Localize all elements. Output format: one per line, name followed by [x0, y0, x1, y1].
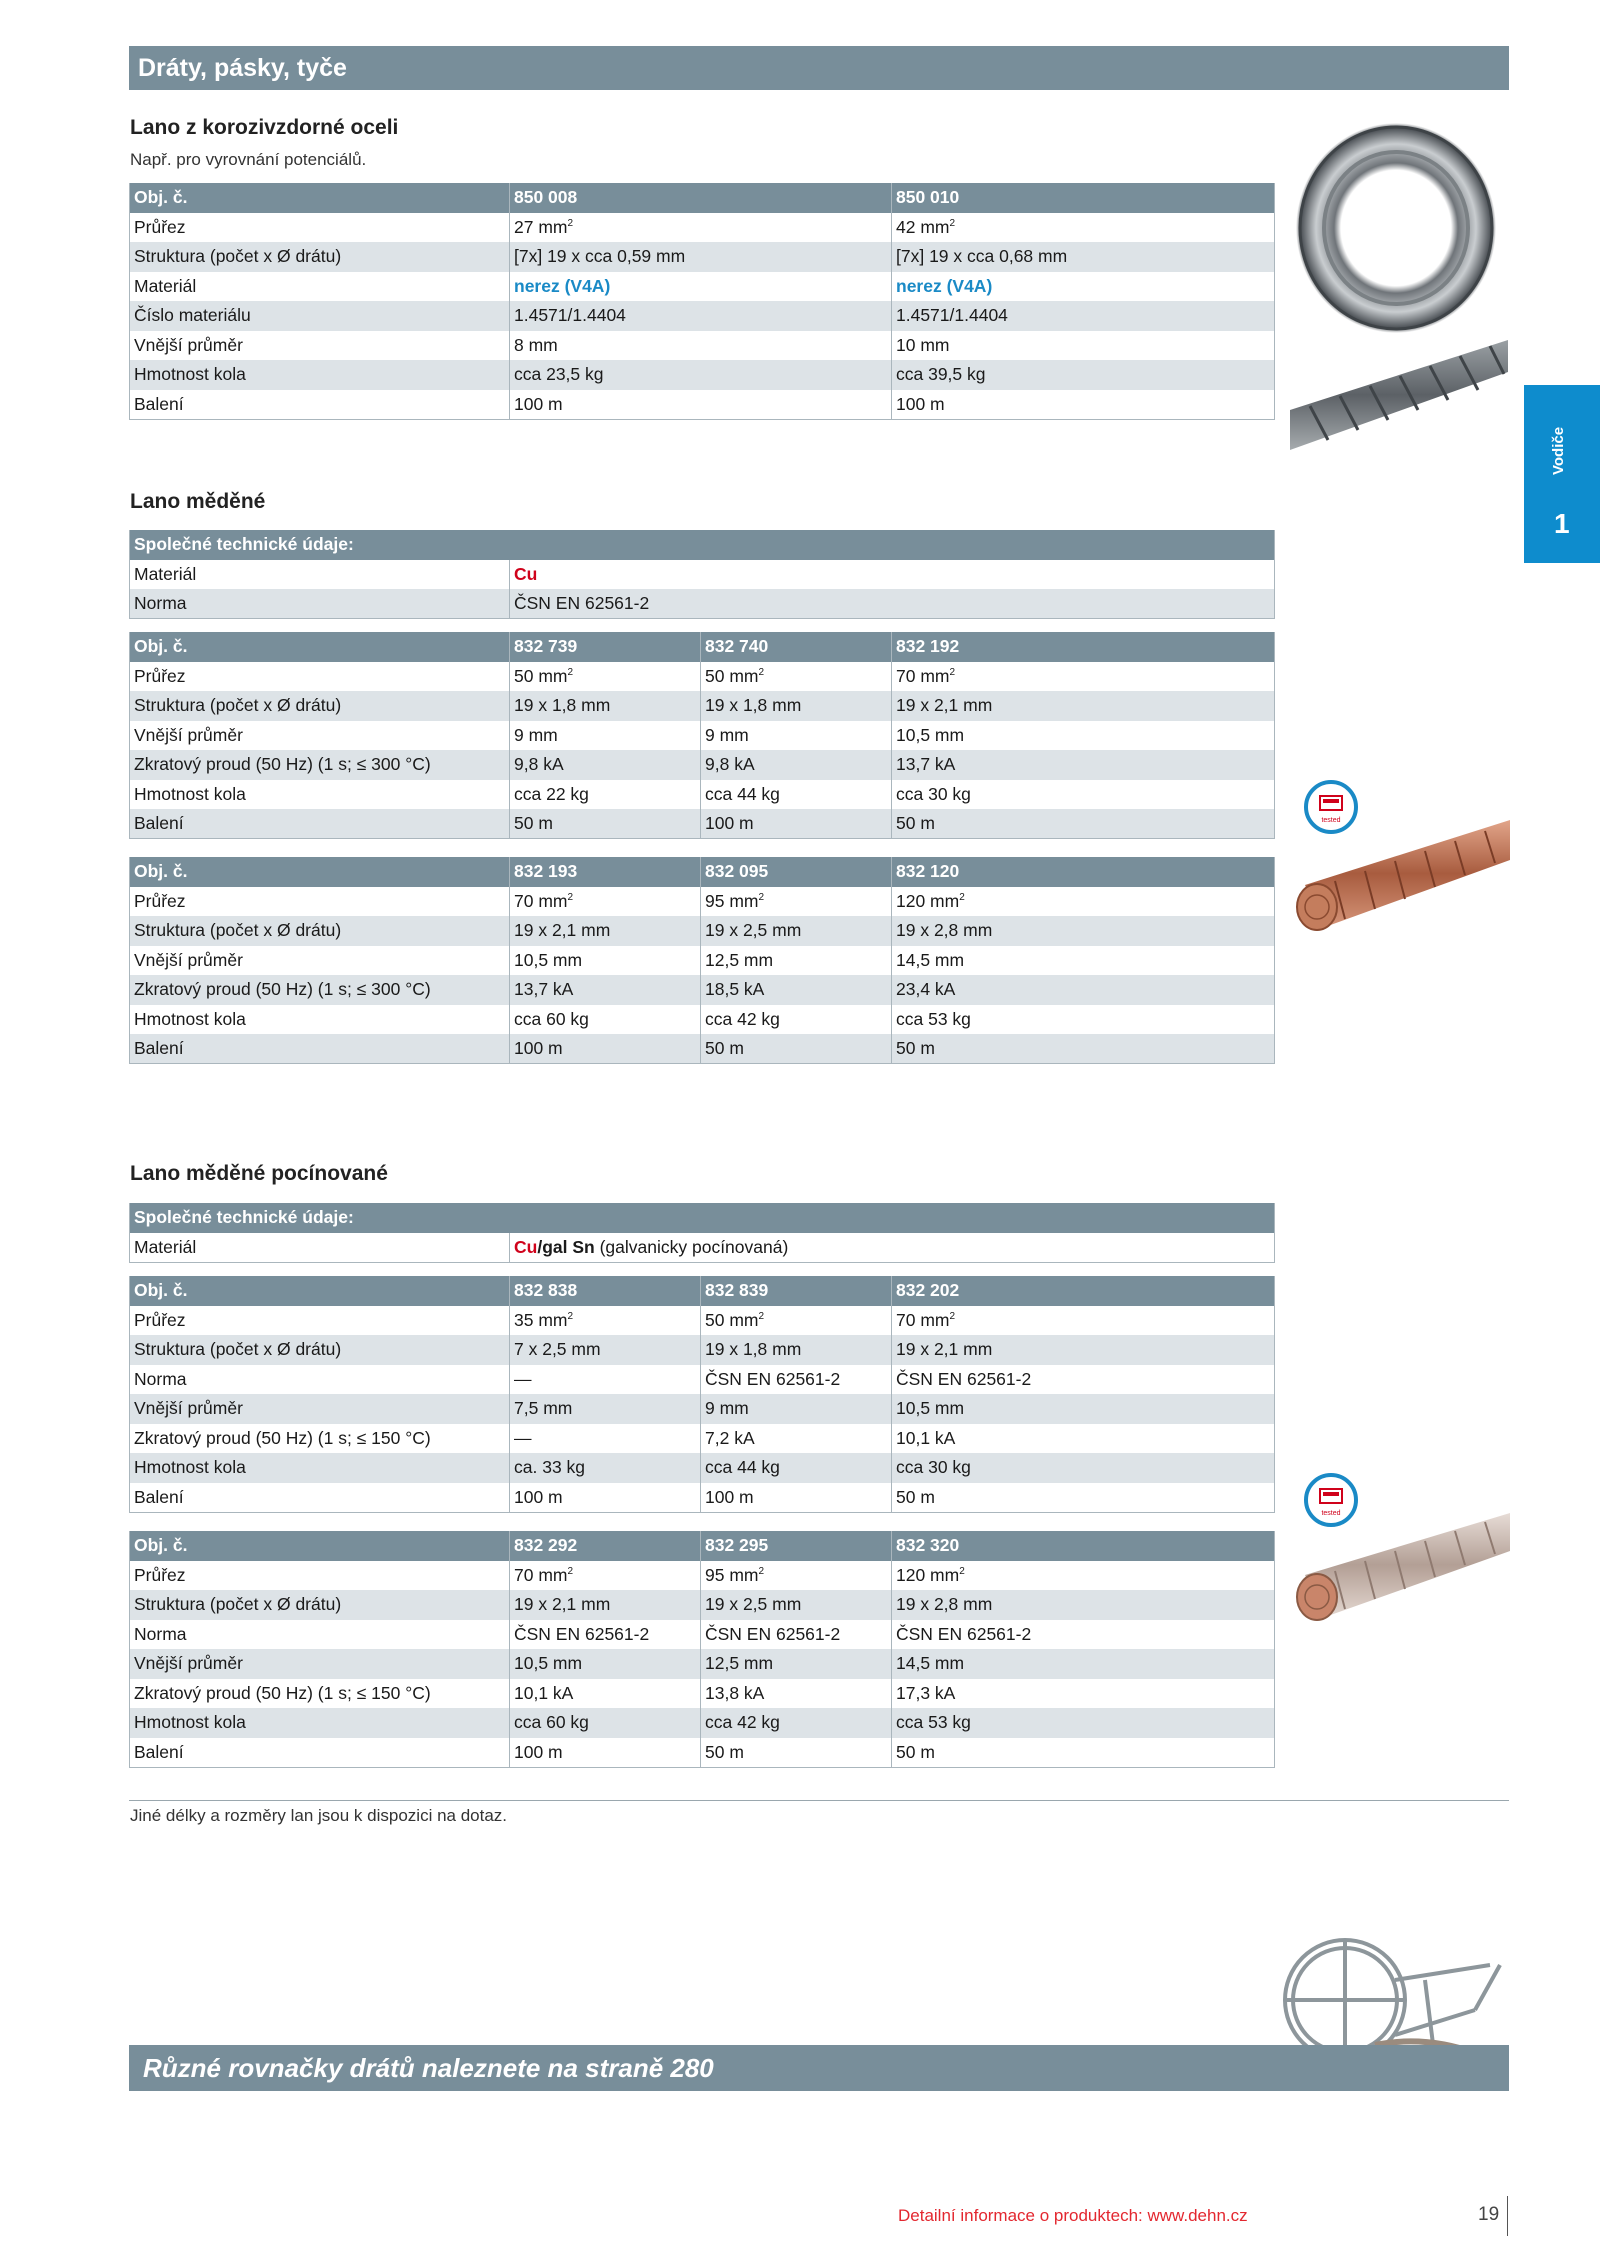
cell-value: 19 x 2,5 mm — [701, 1590, 892, 1620]
cell-value: 42 $mm^2$ — [892, 213, 1275, 243]
cell-value: 9 mm — [701, 1394, 892, 1424]
page-number-divider — [1507, 2196, 1508, 2236]
cell-value: 13,8 kA — [701, 1679, 892, 1709]
cell-value: 10,5 mm — [510, 946, 701, 976]
copper-common-material-value: Cu — [510, 560, 1275, 590]
row-label: Průřez — [130, 1561, 510, 1591]
product-info-link[interactable]: Detailní informace o produktech: www.dehn.cz — [898, 2206, 1248, 2225]
chapter-tab[interactable] — [1524, 385, 1600, 563]
cell-value: cca 60 kg — [510, 1708, 701, 1738]
row-label: Průřez — [130, 887, 510, 917]
note-divider — [129, 1800, 1509, 1801]
cell-value: 12,5 mm — [701, 1649, 892, 1679]
page-number: 19 — [1478, 2204, 1500, 2225]
order-number: 832 120 — [892, 857, 1275, 887]
row-label: Hmotnost kola — [130, 1005, 510, 1035]
table-row — [130, 1620, 1275, 1650]
row-label: Vnější průměr — [130, 331, 510, 361]
cell-value: 50 m — [892, 1738, 1275, 1768]
table-row — [130, 1708, 1275, 1738]
cell-value: 7 x 2,5 mm — [510, 1335, 701, 1365]
copper-common-title: Společné technické údaje: — [130, 530, 1275, 560]
order-number: 832 192 — [892, 632, 1275, 662]
table-row — [130, 1483, 1275, 1513]
cell-value: cca 60 kg — [510, 1005, 701, 1035]
cell-value: cca 30 kg — [892, 1453, 1275, 1483]
order-number-label: Obj. č. — [130, 632, 510, 662]
cell-value: 100 m — [510, 390, 892, 420]
order-number-label: Obj. č. — [130, 1276, 510, 1306]
tinned-material-note: (galvanicky pocínovaná) — [594, 1236, 789, 1257]
cell-value: 9 mm — [701, 721, 892, 751]
cell-value: 120 $mm^2$ — [892, 1561, 1275, 1591]
table-row — [130, 1561, 1275, 1591]
table-row — [130, 1649, 1275, 1679]
row-label: Zkratový proud (50 Hz) (1 s; ≤ 300 °C) — [130, 750, 510, 780]
table-row — [130, 662, 1275, 692]
table-row — [130, 1590, 1275, 1620]
table-header-row — [130, 1531, 1275, 1561]
copper-cable-photo — [1285, 815, 1510, 935]
row-label: Vnější průměr — [130, 1394, 510, 1424]
section-title-bar — [129, 46, 1509, 90]
tinned-heading: Lano měděné pocínované — [130, 1162, 388, 1185]
cell-value: 18,5 kA — [701, 975, 892, 1005]
cell-value: 8 mm — [510, 331, 892, 361]
cell-value: — — [510, 1424, 701, 1454]
tinned-common-table — [129, 1203, 1275, 1263]
copper-common-norm-label: Norma — [130, 589, 510, 619]
cell-value: 70 $mm^2$ — [892, 662, 1275, 692]
cell-value: nerez (V4A) — [510, 272, 892, 302]
cell-value: 19 x 2,5 mm — [701, 916, 892, 946]
row-label: Průřez — [130, 213, 510, 243]
row-label: Hmotnost kola — [130, 1453, 510, 1483]
row-label: Číslo materiálu — [130, 301, 510, 331]
cell-value: 9,8 kA — [701, 750, 892, 780]
cell-value: 14,5 mm — [892, 946, 1275, 976]
cell-value: 9,8 kA — [510, 750, 701, 780]
row-label: Balení — [130, 809, 510, 839]
cell-value: 17,3 kA — [892, 1679, 1275, 1709]
row-label: Struktura (počet x Ø drátu) — [130, 242, 510, 272]
cell-value: 19 x 1,8 mm — [701, 1335, 892, 1365]
steel-subtext: Např. pro vyrovnání potenciálů. — [130, 150, 367, 169]
cell-value: 19 x 1,8 mm — [701, 691, 892, 721]
row-label: Zkratový proud (50 Hz) (1 s; ≤ 150 °C) — [130, 1424, 510, 1454]
row-label: Norma — [130, 1365, 510, 1395]
table-header-row — [130, 632, 1275, 662]
cell-value: nerez (V4A) — [892, 272, 1275, 302]
order-number-label: Obj. č. — [130, 183, 510, 213]
cell-value: cca 44 kg — [701, 780, 892, 810]
cell-value: 50 m — [701, 1738, 892, 1768]
row-label: Vnější průměr — [130, 946, 510, 976]
tinned-material-value — [510, 1233, 1275, 1263]
table-row — [130, 780, 1275, 810]
tinned-material-cu: Cu — [514, 1236, 538, 1257]
table-row — [130, 242, 1275, 272]
order-number: 832 193 — [510, 857, 701, 887]
cell-value: [7x] 19 x cca 0,59 mm — [510, 242, 892, 272]
copper-common-norm-value: ČSN EN 62561-2 — [510, 589, 1275, 619]
row-label: Hmotnost kola — [130, 780, 510, 810]
steel-heading: Lano z korozivzdorné oceli — [130, 116, 399, 139]
order-number-label: Obj. č. — [130, 857, 510, 887]
steel-table — [129, 183, 1275, 420]
cell-value: 9 mm — [510, 721, 701, 751]
table-row — [130, 975, 1275, 1005]
cell-value: cca 30 kg — [892, 780, 1275, 810]
row-label: Norma — [130, 1620, 510, 1650]
row-label: Zkratový proud (50 Hz) (1 s; ≤ 150 °C) — [130, 1679, 510, 1709]
cell-value: 50 $mm^2$ — [701, 1306, 892, 1336]
row-label: Struktura (počet x Ø drátu) — [130, 916, 510, 946]
cell-value: 120 $mm^2$ — [892, 887, 1275, 917]
table-row — [130, 809, 1275, 839]
tinned-common-title: Společné technické údaje: — [130, 1203, 1275, 1233]
availability-note: Jiné délky a rozměry lan jsou k dispozici na dotaz. — [130, 1806, 508, 1825]
cell-value: 10,5 mm — [510, 1649, 701, 1679]
table-row — [130, 1394, 1275, 1424]
order-number: 832 292 — [510, 1531, 701, 1561]
cell-value: 95 $mm^2$ — [701, 1561, 892, 1591]
order-number-label: Obj. č. — [130, 1531, 510, 1561]
order-number: 850 010 — [892, 183, 1275, 213]
row-label: Struktura (počet x Ø drátu) — [130, 1590, 510, 1620]
order-number: 832 740 — [701, 632, 892, 662]
row-label: Vnější průměr — [130, 721, 510, 751]
table-row — [130, 331, 1275, 361]
table-row — [130, 946, 1275, 976]
cell-value: 19 x 2,1 mm — [510, 1590, 701, 1620]
tinned-table-2 — [129, 1531, 1275, 1768]
table-row — [130, 1365, 1275, 1395]
cell-value: 12,5 mm — [701, 946, 892, 976]
cell-value: 100 m — [701, 1483, 892, 1513]
cell-value: 50 $mm^2$ — [701, 662, 892, 692]
table-row — [130, 1005, 1275, 1035]
table-row — [130, 1306, 1275, 1336]
cell-value: 13,7 kA — [510, 975, 701, 1005]
tinned-material-sn: gal Sn — [542, 1236, 595, 1257]
cell-value: cca 23,5 kg — [510, 360, 892, 390]
cell-value: 7,2 kA — [701, 1424, 892, 1454]
order-number: 832 839 — [701, 1276, 892, 1306]
table-row — [130, 390, 1275, 420]
copper-table-1-body — [130, 632, 1275, 839]
cell-value: ČSN EN 62561-2 — [510, 1620, 701, 1650]
table-row — [130, 750, 1275, 780]
table-row — [130, 721, 1275, 751]
cell-value: 10,1 kA — [892, 1424, 1275, 1454]
table-row — [130, 1424, 1275, 1454]
cell-value: cca 42 kg — [701, 1708, 892, 1738]
badge-text: tested — [1321, 1510, 1341, 1517]
row-label: Hmotnost kola — [130, 360, 510, 390]
copper-common-table — [129, 530, 1275, 619]
cell-value: 70 $mm^2$ — [510, 887, 701, 917]
cell-value: 35 $mm^2$ — [510, 1306, 701, 1336]
cell-value: 27 $mm^2$ — [510, 213, 892, 243]
copper-table-2 — [129, 857, 1275, 1064]
cell-value: [7x] 19 x cca 0,68 mm — [892, 242, 1275, 272]
table-row — [130, 1335, 1275, 1365]
table-row — [130, 301, 1275, 331]
cell-value: ČSN EN 62561-2 — [892, 1365, 1275, 1395]
table-row — [130, 1738, 1275, 1768]
row-label: Průřez — [130, 662, 510, 692]
cell-value: 95 $mm^2$ — [701, 887, 892, 917]
cell-value: 100 m — [701, 809, 892, 839]
cell-value: 1.4571/1.4404 — [892, 301, 1275, 331]
order-number: 832 320 — [892, 1531, 1275, 1561]
chapter-tab-number: 1 — [1554, 508, 1570, 539]
tinned-material-sep: / — [537, 1236, 543, 1257]
cell-value: cca 22 kg — [510, 780, 701, 810]
cell-value: 50 m — [892, 1034, 1275, 1064]
cell-value: ČSN EN 62561-2 — [701, 1365, 892, 1395]
order-number: 832 095 — [701, 857, 892, 887]
copper-common-material-label: Materiál — [130, 560, 510, 590]
table-row — [130, 272, 1275, 302]
row-label: Průřez — [130, 1306, 510, 1336]
row-label: Hmotnost kola — [130, 1708, 510, 1738]
cell-value: 50 m — [892, 809, 1275, 839]
chapter-tab-label: Vodiče — [1550, 426, 1567, 475]
tinned-table-1 — [129, 1276, 1275, 1513]
section-title: Dráty, pásky, tyče — [138, 54, 347, 82]
row-label: Struktura (počet x Ø drátu) — [130, 691, 510, 721]
order-number: 832 295 — [701, 1531, 892, 1561]
cell-value: 100 m — [510, 1738, 701, 1768]
row-label: Balení — [130, 1034, 510, 1064]
cell-value: 50 m — [510, 809, 701, 839]
order-number: 832 202 — [892, 1276, 1275, 1306]
tinned-cable-photo — [1285, 1505, 1510, 1625]
copper-heading: Lano měděné — [130, 490, 266, 513]
cell-value: 10 mm — [892, 331, 1275, 361]
cell-value: 14,5 mm — [892, 1649, 1275, 1679]
cell-value: 23,4 kA — [892, 975, 1275, 1005]
cell-value: 1.4571/1.4404 — [510, 301, 892, 331]
cell-value: 7,5 mm — [510, 1394, 701, 1424]
table-header-row — [130, 857, 1275, 887]
table-header-row — [130, 183, 1275, 213]
cell-value: — — [510, 1365, 701, 1395]
row-label: Materiál — [130, 272, 510, 302]
row-label: Vnější průměr — [130, 1649, 510, 1679]
table-row — [130, 213, 1275, 243]
row-label: Balení — [130, 1738, 510, 1768]
cell-value: 70 $mm^2$ — [510, 1561, 701, 1591]
cell-value: ČSN EN 62561-2 — [701, 1620, 892, 1650]
cell-value: cca 42 kg — [701, 1005, 892, 1035]
cell-value: 19 x 2,1 mm — [510, 916, 701, 946]
tinned-table-1-body — [130, 1276, 1275, 1512]
row-label: Struktura (počet x Ø drátu) — [130, 1335, 510, 1365]
table-row — [130, 887, 1275, 917]
table-row — [130, 1034, 1275, 1064]
cell-value: 19 x 2,8 mm — [892, 916, 1275, 946]
cell-value: 13,7 kA — [892, 750, 1275, 780]
badge-text: tested — [1321, 817, 1341, 824]
cell-value: 50 m — [892, 1483, 1275, 1513]
wire-straightener-link[interactable] — [129, 2045, 1509, 2091]
cell-value: 100 m — [892, 390, 1275, 420]
row-label: Balení — [130, 1483, 510, 1513]
table-row — [130, 916, 1275, 946]
cell-value: 100 m — [510, 1034, 701, 1064]
order-number: 850 008 — [510, 183, 892, 213]
table-row — [130, 360, 1275, 390]
steel-table-body — [130, 183, 1275, 419]
cell-value: 19 x 2,8 mm — [892, 1590, 1275, 1620]
cell-value: cca 53 kg — [892, 1708, 1275, 1738]
tinned-table-2-body — [130, 1531, 1275, 1767]
table-row — [130, 1679, 1275, 1709]
cell-value: 10,1 kA — [510, 1679, 701, 1709]
cell-value: 19 x 2,1 mm — [892, 1335, 1275, 1365]
cell-value: 10,5 mm — [892, 721, 1275, 751]
table-row — [130, 1453, 1275, 1483]
tinned-material-label: Materiál — [130, 1233, 510, 1263]
cell-value: 19 x 1,8 mm — [510, 691, 701, 721]
cell-value: 70 $mm^2$ — [892, 1306, 1275, 1336]
cell-value: cca 53 kg — [892, 1005, 1275, 1035]
row-label: Zkratový proud (50 Hz) (1 s; ≤ 300 °C) — [130, 975, 510, 1005]
cell-value: ca. 33 kg — [510, 1453, 701, 1483]
cell-value: 10,5 mm — [892, 1394, 1275, 1424]
cell-value: cca 39,5 kg — [892, 360, 1275, 390]
cell-value: 50 m — [701, 1034, 892, 1064]
cell-value: 50 $mm^2$ — [510, 662, 701, 692]
order-number: 832 739 — [510, 632, 701, 662]
copper-table-1 — [129, 632, 1275, 839]
cell-value: cca 44 kg — [701, 1453, 892, 1483]
copper-table-2-body — [130, 857, 1275, 1064]
cell-value: 19 x 2,1 mm — [892, 691, 1275, 721]
steel-wire-photo — [1290, 110, 1508, 455]
row-label: Balení — [130, 390, 510, 420]
table-header-row — [130, 1276, 1275, 1306]
cell-value: ČSN EN 62561-2 — [892, 1620, 1275, 1650]
order-number: 832 838 — [510, 1276, 701, 1306]
cell-value: 100 m — [510, 1483, 701, 1513]
footer-bar-text: Různé rovnačky drátů naleznete na straně 280 — [143, 2053, 714, 2083]
table-row — [130, 691, 1275, 721]
